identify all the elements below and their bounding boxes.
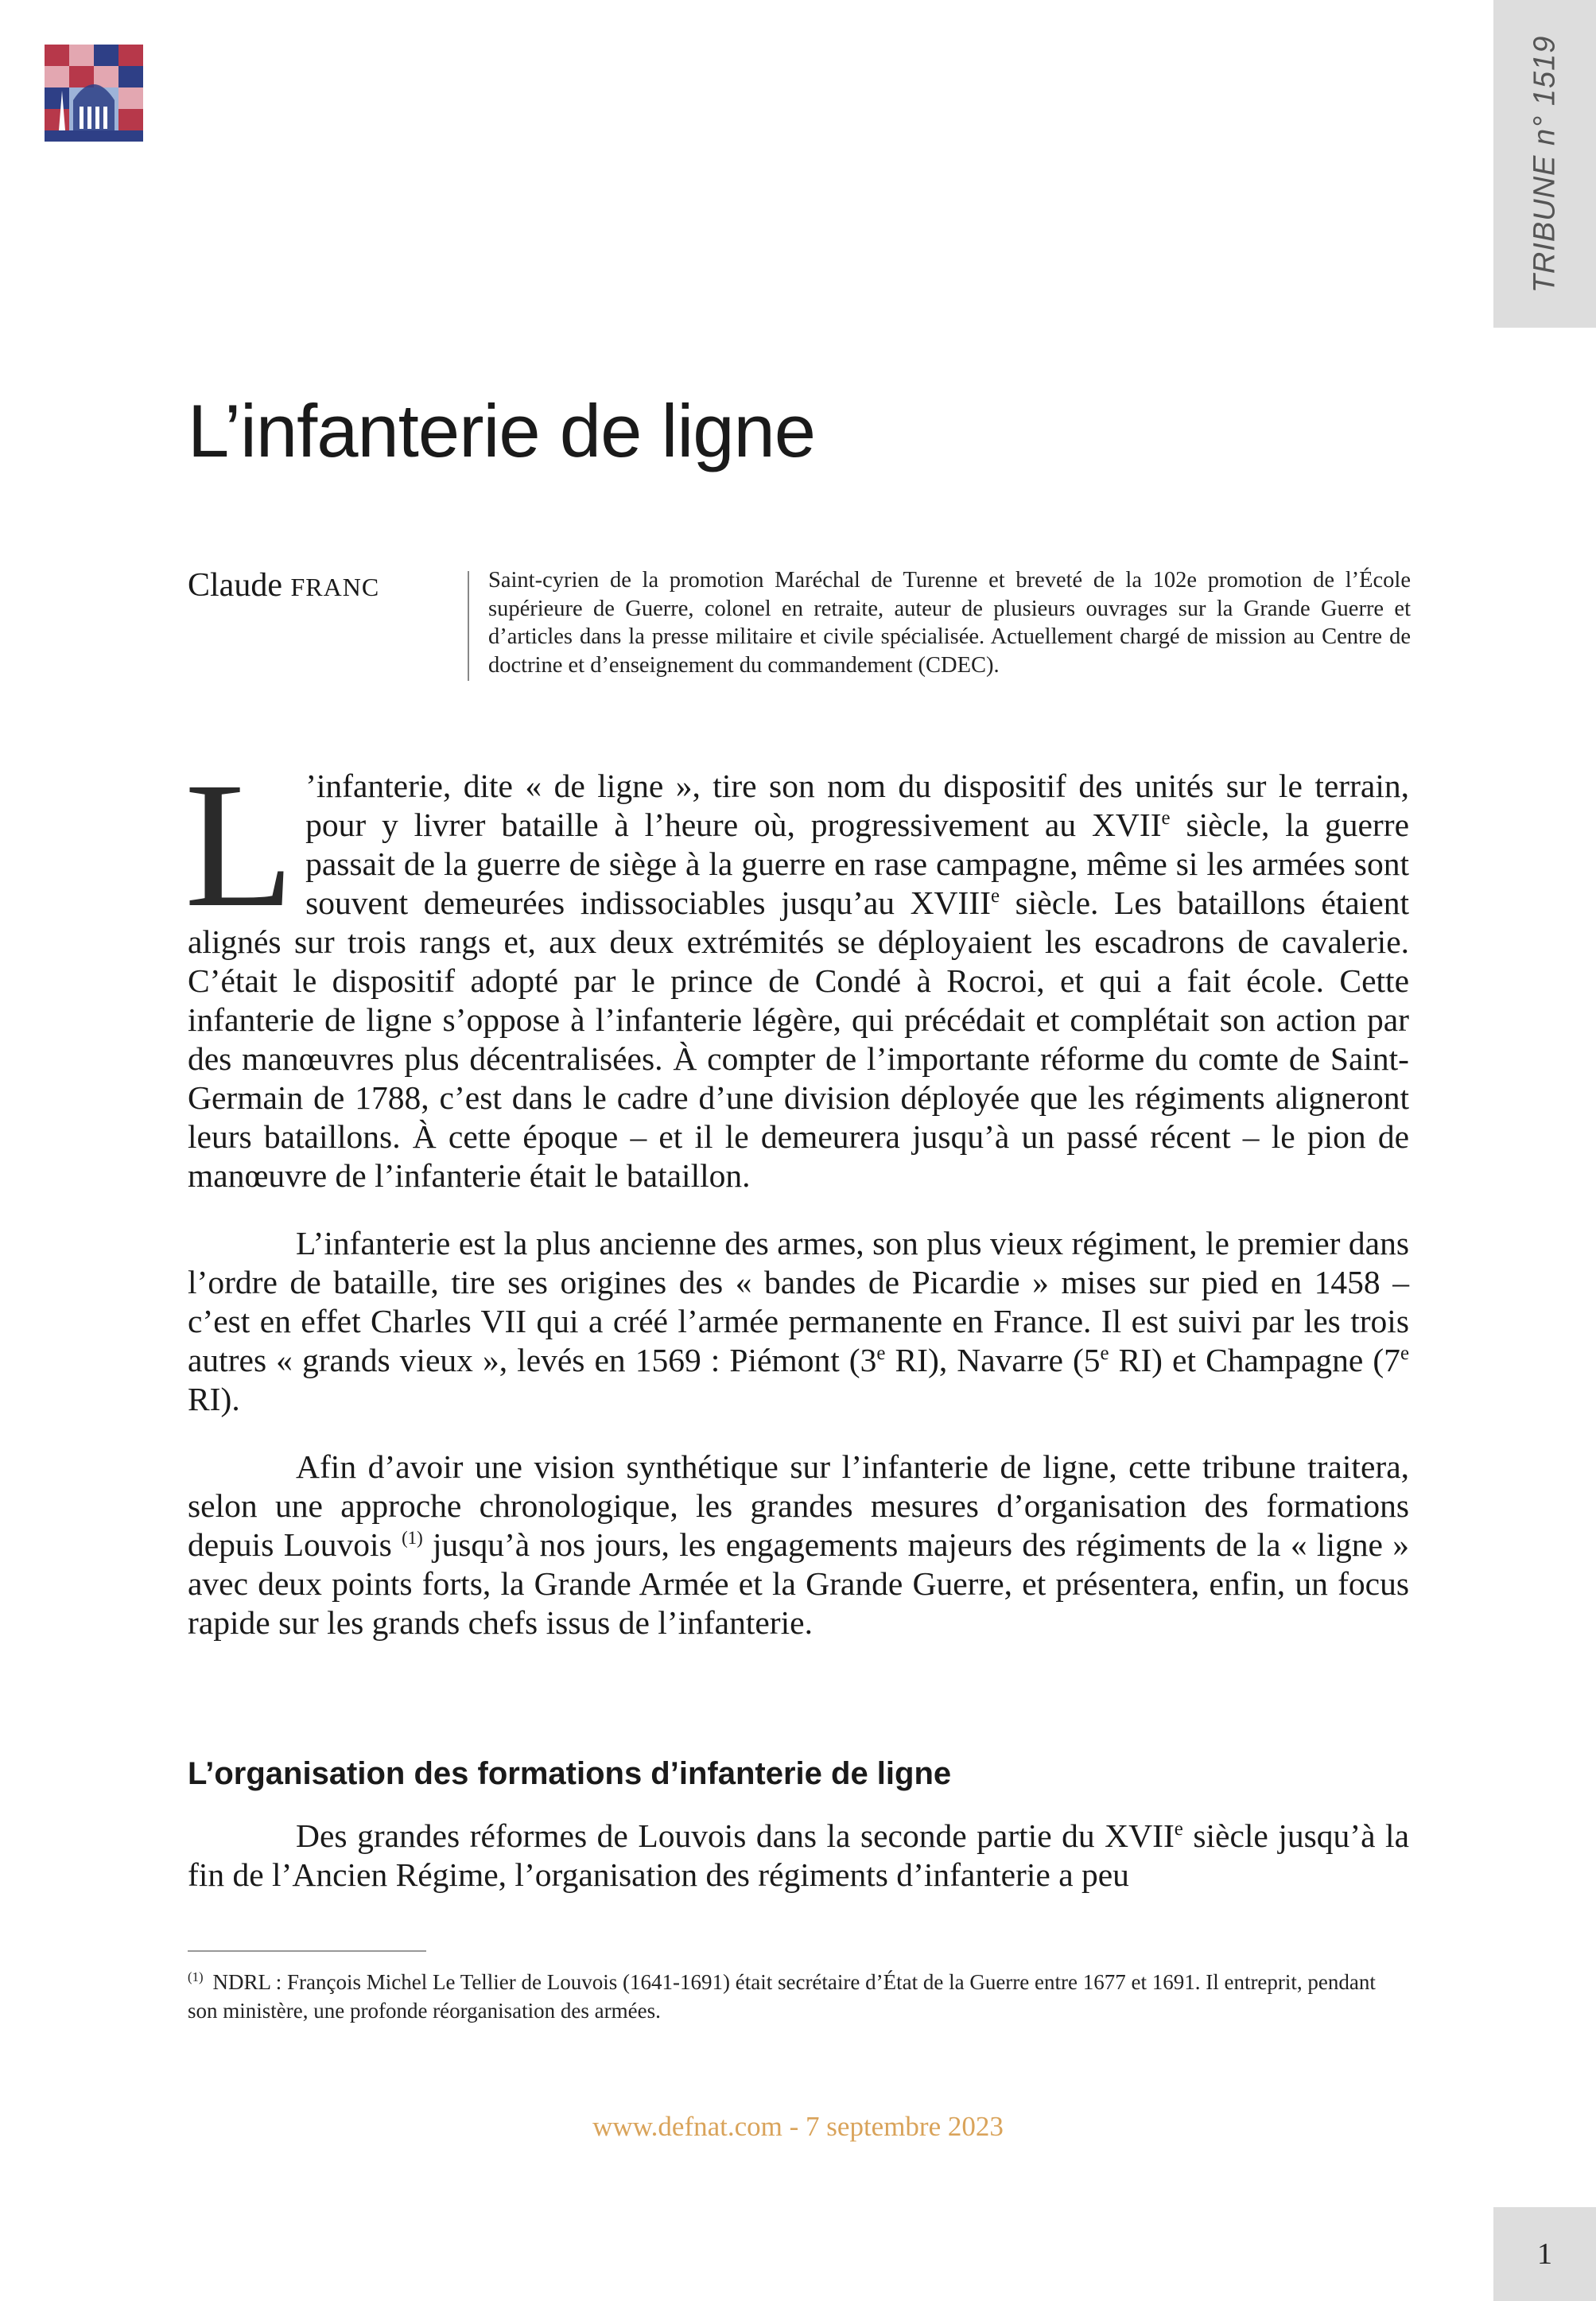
author-first-name: Claude: [188, 567, 291, 604]
paragraph-3: Afin d’avoir une vision synthétique sur l’infanterie de ligne, cette tribune traitera, selon une approche chronologique, les grandes mesures d’organisation des formations depuis Louvois $^{(1)}$ jusqu’à nos jours, les engagements majeurs des régiments de la « ligne » avec deux points forts, la Grande Armée et la Grande Guerre, et présentera, enfin, un focus rapide sur les grands chefs issus de l’infanterie.: [188, 1448, 1410, 1641]
author-name: [188, 566, 379, 604]
footnote-text: NDRL : François Michel Le Tellier de Louvois (1641-1691) était secrétaire d’État de la Guerre entre 1677 et 1691. Il entreprit, pendant son ministère, une profonde réorganisation des armées.: [188, 1970, 1376, 2023]
tribune-number-label: TRIBUNE n° 1519: [1528, 35, 1561, 293]
author-last-name: FRANC: [290, 573, 380, 601]
footnote-mark: (1): [188, 1969, 204, 1984]
section-heading: L’organisation des formations d’infanterie de ligne: [188, 1756, 952, 1791]
bio-divider: [468, 571, 469, 681]
section-paragraph-1: Des grandes réformes de Louvois dans la seconde partie du XVIIe siècle jusqu’à la fin de l’Ancien Régime, l’organisation des régiments d’infanterie a peu: [188, 1817, 1409, 1893]
paragraph-1: L ’infanterie, dite « de ligne », tire son nom du dispositif des unités sur le terrain, pour y livrer bataille à l’heure où, progressivement au XVIIe siècle, la guerre passait de la guerre de siège à la guerre en rase campagne, même si les armées sont souvent demeurées indissociables jusqu’au XVIIIe siècle. Les bataillons étaient alignés sur trois rangs et, aux deux extrémités se déployaient les escadrons de cavalerie. C’était le dispositif adopté par le prince de Condé à Rocroi, et qui a fait école. Cette infanterie de ligne s’oppose à l’infanterie légère, qui précédait et complétait son action par des manœuvres plus décentralisées. À compter de l’importante réforme du comte de Saint-Germain de 1788, c’est dans le cadre d’une division déployée que les régiments aligneront leurs bataillons. À cette époque – et il le demeurera jusqu’à un passé récent – le pion de manœuvre de l’infanterie était le bataillon.: [184, 745, 1409, 1194]
footer-link[interactable]: www.defnat.com - 7 septembre 2023: [592, 2111, 1004, 2142]
drop-cap: L: [184, 745, 295, 944]
page-title: L’infanterie de ligne: [188, 389, 816, 472]
defnat-logo-icon: [45, 45, 143, 142]
footnote: [188, 1968, 1409, 2025]
footnote-reference-link[interactable]: (1): [402, 1528, 423, 1549]
author-bio: Saint-cyrien de la promotion Maréchal de Turenne et breveté de la 102e promotion de l’École supérieure de Guerre, colonel en retraite, auteur de plusieurs ouvrages sur la Grande Guerre et d’articles dans la presse militaire et civile spécialisée. Actuellement chargé de mission au Centre de doctrine et d’enseignement du commandement (CDEC).: [488, 568, 1411, 678]
page-number: 1: [1537, 2237, 1552, 2271]
article-body: [184, 745, 1410, 1671]
paragraph-2: L’infanterie est la plus ancienne des armes, son plus vieux régiment, le premier dans l’ordre de bataille, tire ses origines des « bandes de Picardie » mises sur pied en 1458 – c’est en effet Charles VII qui a créé l’armée permanente en France. Il est suivi par les trois autres « grands vieux », levés en 1569 : Piémont (3e RI), Navarre (5e RI) et Champagne (7e RI).: [188, 1225, 1409, 1417]
footnote-divider: [188, 1950, 426, 1952]
section-body: [188, 1817, 1409, 1895]
